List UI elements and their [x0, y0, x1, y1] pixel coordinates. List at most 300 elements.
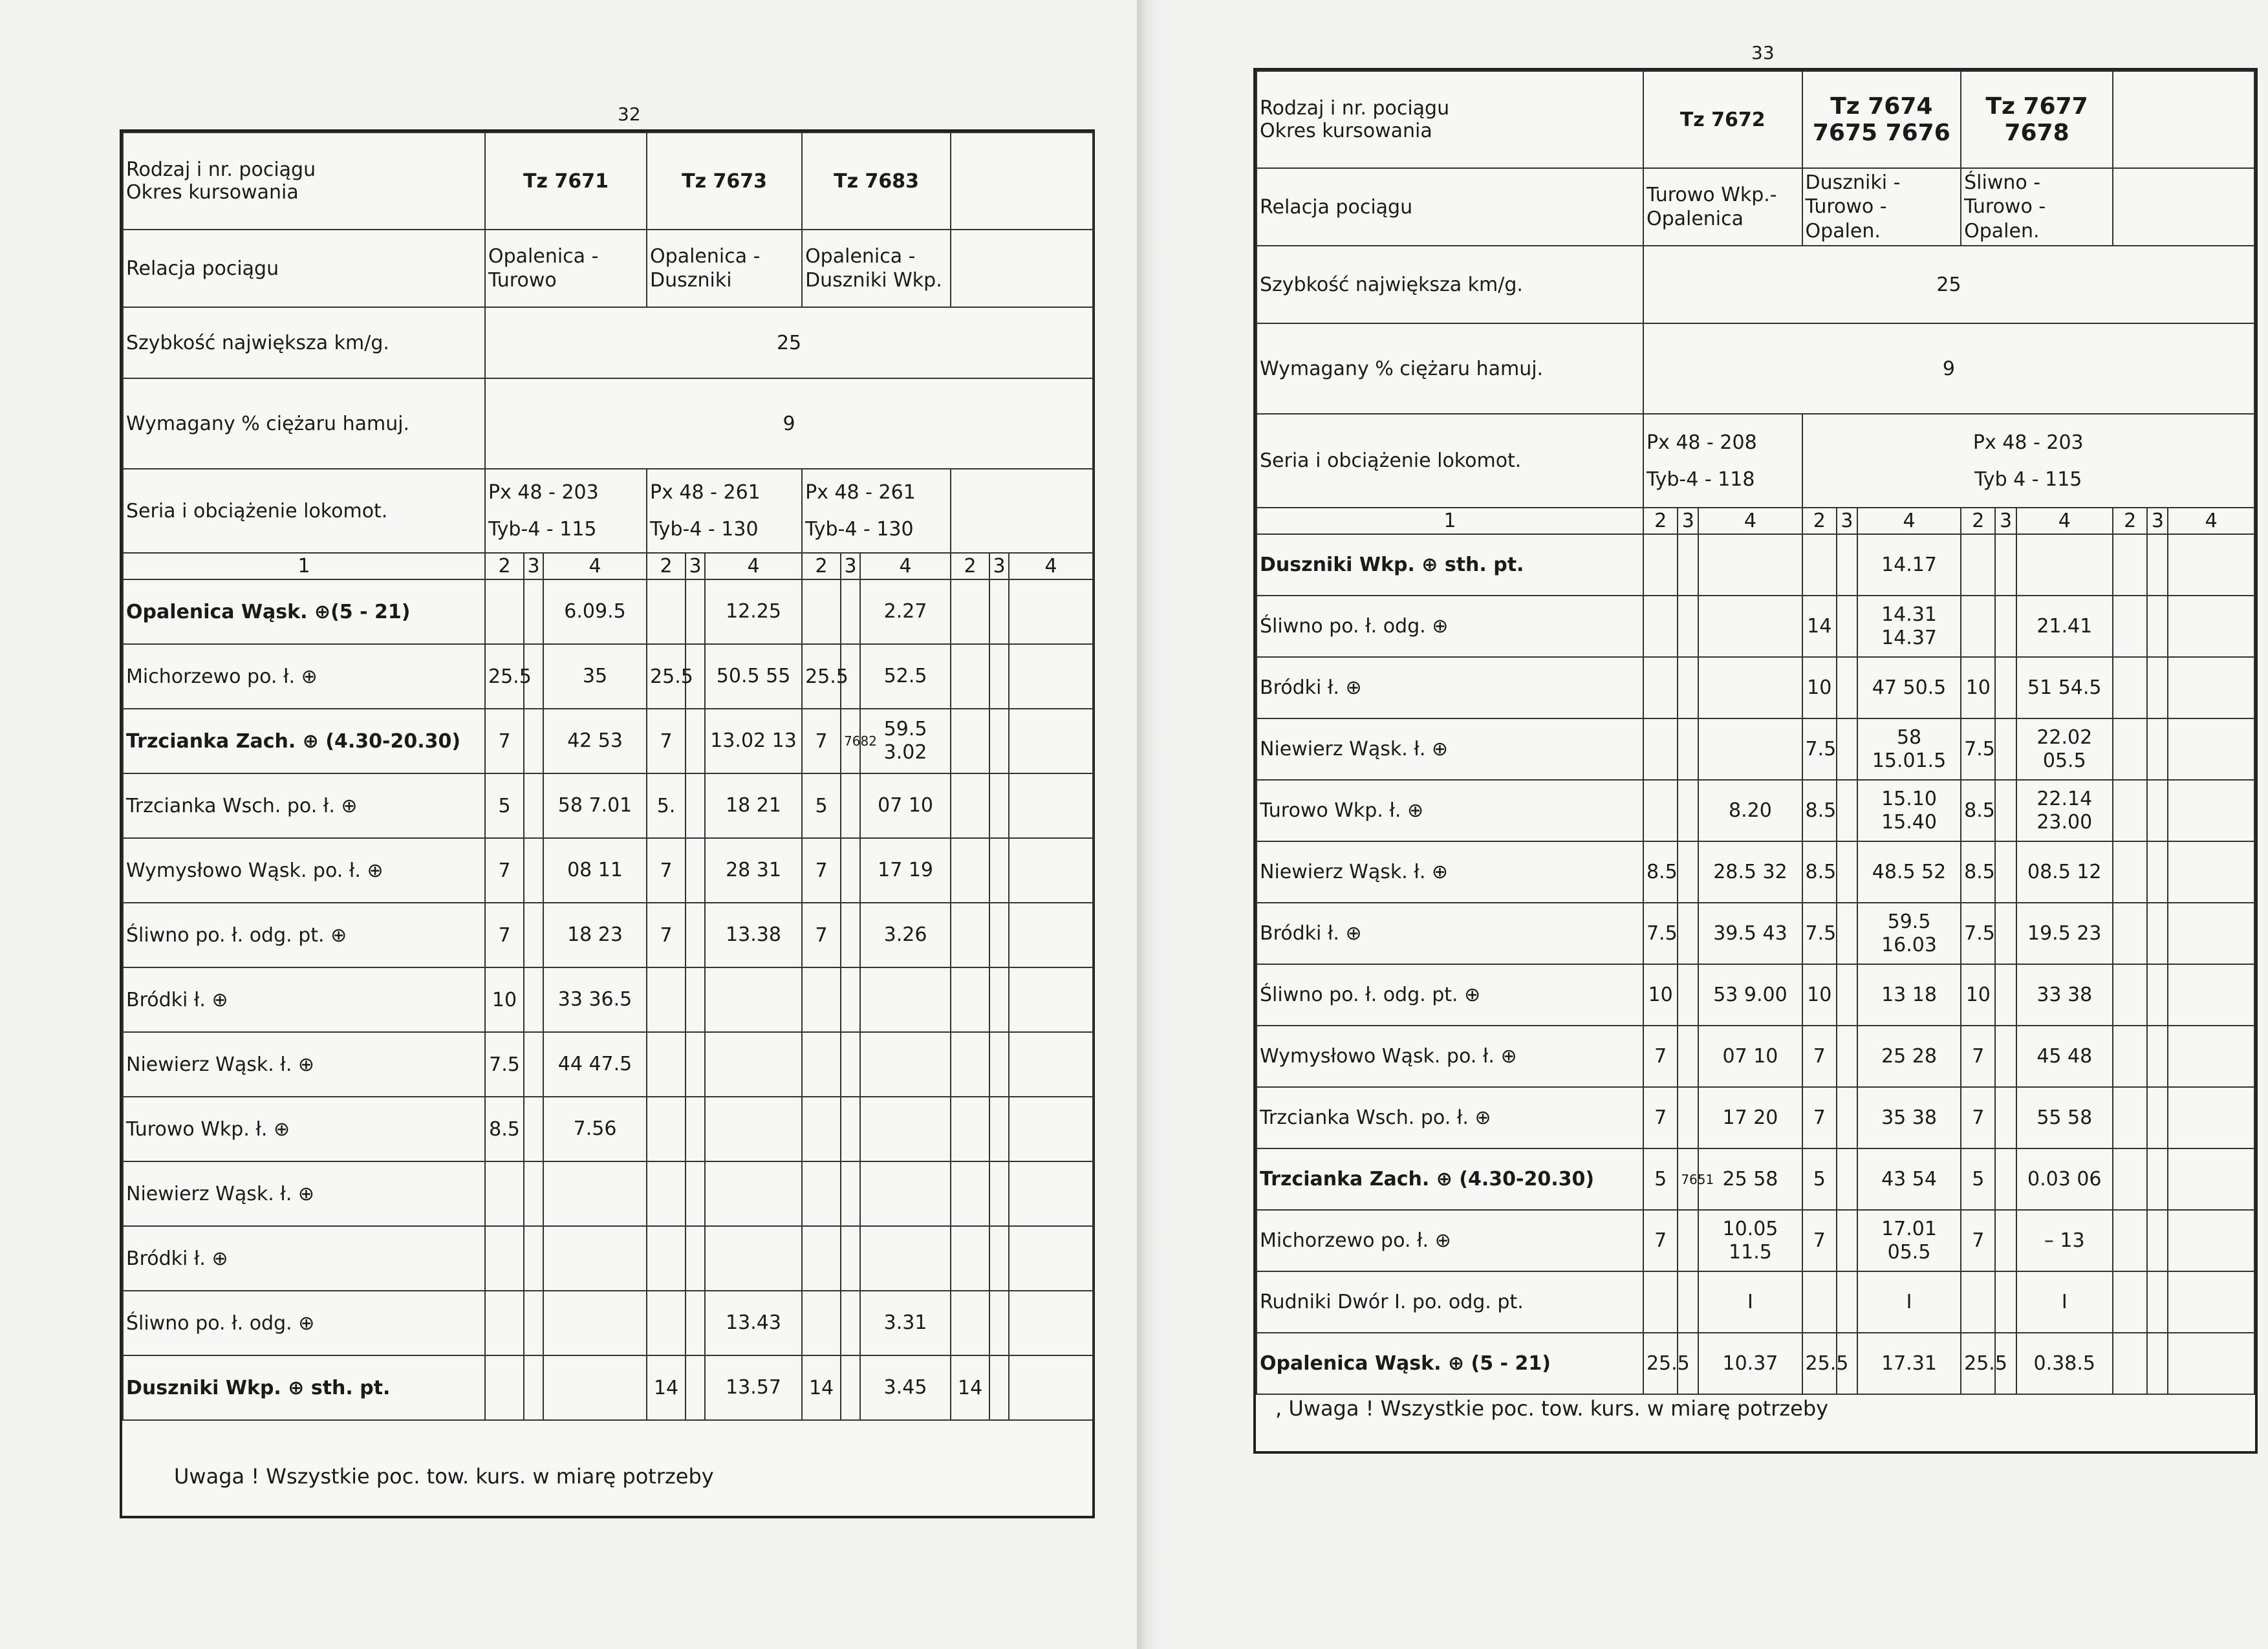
time-cell	[543, 1161, 647, 1226]
note-cell	[524, 838, 543, 903]
column-number: 4	[2168, 508, 2254, 534]
note-cell	[686, 709, 705, 773]
train-relation: Opalenica - Turowo	[485, 230, 647, 307]
run-time: 7	[1961, 1026, 1995, 1087]
time-cell	[705, 1032, 802, 1097]
run-time	[1802, 534, 1837, 596]
time-cell	[705, 1226, 802, 1291]
run-time	[802, 967, 841, 1032]
station-row	[1257, 534, 2254, 596]
column-number: 4	[1009, 553, 1093, 579]
time-cell: 13.38	[705, 903, 802, 967]
station-row	[1257, 841, 2254, 903]
station-row	[123, 644, 1093, 709]
note-cell	[1995, 657, 2016, 718]
run-time	[2113, 1087, 2147, 1148]
train-number: Tz 7674 7675 7676	[1802, 71, 1961, 168]
note-cell	[1837, 964, 1857, 1026]
note-cell	[686, 1291, 705, 1355]
time-cell	[860, 1226, 951, 1291]
note-cell	[686, 903, 705, 967]
station-row	[1257, 780, 2254, 841]
note-cell	[1837, 780, 1857, 841]
column-number: 1	[123, 553, 485, 579]
note-cell	[989, 1355, 1009, 1420]
column-number: 2	[2113, 508, 2147, 534]
train-relation: Opalenica - Duszniki Wkp.	[802, 230, 951, 307]
note-cell	[686, 1097, 705, 1161]
column-number: 2	[1961, 508, 1995, 534]
run-time	[2113, 841, 2147, 903]
time-cell: 13.43	[705, 1291, 802, 1355]
time-cell	[2168, 718, 2254, 780]
note-cell	[1837, 903, 1857, 964]
time-cell: 22.14 23.00	[2016, 780, 2113, 841]
note-cell	[1995, 1148, 2016, 1210]
column-number: 3	[1837, 508, 1857, 534]
note-cell	[989, 1291, 1009, 1355]
time-cell: 14.31 14.37	[1857, 596, 1961, 657]
time-cell: 17.01 05.5	[1857, 1210, 1961, 1271]
brake-value: 9	[1643, 323, 2254, 414]
column-number: 3	[686, 553, 705, 579]
column-number: 1	[1257, 508, 1643, 534]
station-row	[1257, 596, 2254, 657]
column-number: 4	[1698, 508, 1802, 534]
column-number: 3	[841, 553, 860, 579]
run-time: 5	[1643, 1148, 1678, 1210]
time-cell	[2168, 964, 2254, 1026]
time-cell	[1698, 534, 1802, 596]
header-label-train: Rodzaj i nr. pociągu Okres kursowania	[1257, 71, 1643, 168]
run-time: 7	[1802, 1026, 1837, 1087]
note-cell	[2147, 964, 2168, 1026]
note-cell	[1837, 718, 1857, 780]
run-time	[951, 773, 989, 838]
note-cell	[989, 1226, 1009, 1291]
column-number: 2	[1643, 508, 1678, 534]
run-time	[1643, 1271, 1678, 1333]
run-time	[485, 1291, 524, 1355]
time-cell: 48.5 52	[1857, 841, 1961, 903]
station-name: Opalenica Wąsk. ⊕(5 - 21)	[123, 579, 485, 644]
run-time	[2113, 780, 2147, 841]
note-cell	[841, 967, 860, 1032]
run-time	[1961, 596, 1995, 657]
run-time: 7	[1643, 1026, 1678, 1087]
note-cell	[1995, 841, 2016, 903]
header-label-relation: Relacja pociągu	[1257, 168, 1643, 246]
speed-value: 25	[485, 307, 1093, 378]
run-time	[802, 1097, 841, 1161]
run-time: 14	[647, 1355, 686, 1420]
time-cell: 58 7.01	[543, 773, 647, 838]
run-time: 25.5	[802, 644, 841, 709]
time-cell	[1009, 838, 1093, 903]
time-cell	[2168, 1333, 2254, 1394]
run-time: 8.5	[1643, 841, 1678, 903]
time-cell: 8.20	[1698, 780, 1802, 841]
station-row	[123, 1226, 1093, 1291]
note-cell	[1837, 534, 1857, 596]
time-cell: 10.05 11.5	[1698, 1210, 1802, 1271]
run-time	[647, 1161, 686, 1226]
station-name: Niewierz Wąsk. ł. ⊕	[123, 1032, 485, 1097]
run-time	[1643, 718, 1678, 780]
run-time	[951, 1226, 989, 1291]
time-cell	[1009, 1032, 1093, 1097]
run-time: 10	[1802, 657, 1837, 718]
run-time: 7	[485, 709, 524, 773]
note-cell	[1995, 534, 2016, 596]
run-time	[2113, 903, 2147, 964]
run-time	[951, 709, 989, 773]
note-cell	[686, 1226, 705, 1291]
time-cell	[860, 967, 951, 1032]
run-time: 5	[1802, 1148, 1837, 1210]
column-number: 4	[1857, 508, 1961, 534]
run-time	[951, 967, 989, 1032]
note-cell	[989, 644, 1009, 709]
note-cell	[1837, 1271, 1857, 1333]
right-page	[1163, 0, 2268, 1649]
run-time	[1643, 596, 1678, 657]
note-cell	[989, 838, 1009, 903]
station-name: Bródki ł. ⊕	[1257, 903, 1643, 964]
note-cell	[524, 773, 543, 838]
time-cell: 3.31	[860, 1291, 951, 1355]
time-cell	[2168, 903, 2254, 964]
time-cell: 50.5 55	[705, 644, 802, 709]
run-time	[802, 1226, 841, 1291]
station-row	[1257, 718, 2254, 780]
column-number: 3	[989, 553, 1009, 579]
time-cell	[705, 1161, 802, 1226]
time-cell	[543, 1226, 647, 1291]
time-cell	[1009, 773, 1093, 838]
time-cell: 08 11	[543, 838, 647, 903]
run-time: 7	[1643, 1210, 1678, 1271]
run-time: 8.5	[1961, 841, 1995, 903]
run-time: 7	[802, 838, 841, 903]
timetable-sheet	[120, 129, 1095, 1518]
station-row	[1257, 657, 2254, 718]
time-cell: 52.5	[860, 644, 951, 709]
run-time	[2113, 1271, 2147, 1333]
time-cell	[705, 1097, 802, 1161]
column-number: 3	[1995, 508, 2016, 534]
note-cell	[2147, 657, 2168, 718]
station-row	[123, 1355, 1093, 1420]
note-cell	[2147, 1333, 2168, 1394]
run-time: 5.	[647, 773, 686, 838]
run-time: 25.5	[1802, 1333, 1837, 1394]
time-cell: 47 50.5	[1857, 657, 1961, 718]
station-name: Opalenica Wąsk. ⊕ (5 - 21)	[1257, 1333, 1643, 1394]
run-time	[485, 1226, 524, 1291]
note-cell	[686, 1161, 705, 1226]
time-cell	[1009, 644, 1093, 709]
note-cell	[841, 1161, 860, 1226]
time-cell: 3.26	[860, 903, 951, 967]
run-time	[802, 1161, 841, 1226]
run-time: 8.5	[1961, 780, 1995, 841]
note-cell	[841, 1226, 860, 1291]
note-cell	[1995, 1087, 2016, 1148]
time-cell: 55 58	[2016, 1087, 2113, 1148]
note-cell	[2147, 1271, 2168, 1333]
station-row	[1257, 903, 2254, 964]
note-cell	[989, 967, 1009, 1032]
station-name: Bródki ł. ⊕	[1257, 657, 1643, 718]
time-cell	[2168, 596, 2254, 657]
note-cell	[1678, 1271, 1698, 1333]
loco-info: Px 48 - 203 Tyb-4 - 115	[485, 469, 647, 553]
time-cell: 13.02 13	[705, 709, 802, 773]
run-time	[951, 838, 989, 903]
run-time	[2113, 596, 2147, 657]
station-name: Śliwno po. ł. odg. pt. ⊕	[1257, 964, 1643, 1026]
time-cell: 18 21	[705, 773, 802, 838]
station-name: Duszniki Wkp. ⊕ sth. pt.	[123, 1355, 485, 1420]
time-cell: 2.27	[860, 579, 951, 644]
time-cell	[2168, 1271, 2254, 1333]
time-cell: 21.41	[2016, 596, 2113, 657]
train-relation: Duszniki - Turowo - Opalen.	[1802, 168, 1961, 246]
time-cell	[543, 1291, 647, 1355]
note-cell	[1995, 903, 2016, 964]
station-row	[123, 1097, 1093, 1161]
run-time	[647, 1226, 686, 1291]
station-row	[123, 1291, 1093, 1355]
empty-cell	[2113, 71, 2254, 168]
note-cell	[989, 1032, 1009, 1097]
run-time: 25.5	[485, 644, 524, 709]
run-time	[2113, 1026, 2147, 1087]
loco-info: Px 48 - 261 Tyb-4 - 130	[647, 469, 802, 553]
note-cell	[841, 838, 860, 903]
note-cell	[989, 579, 1009, 644]
note-cell	[989, 903, 1009, 967]
run-time	[2113, 1333, 2147, 1394]
column-number: 3	[2147, 508, 2168, 534]
timetable	[1256, 70, 2255, 1395]
station-row	[1257, 1148, 2254, 1210]
note-cell	[1678, 534, 1698, 596]
train-relation: Śliwno - Turowo - Opalen.	[1961, 168, 2113, 246]
note-cell	[524, 579, 543, 644]
time-cell: 25 58	[1698, 1148, 1802, 1210]
note-cell	[1837, 596, 1857, 657]
note-cell	[686, 1355, 705, 1420]
station-name: Trzcianka Wsch. po. ł. ⊕	[1257, 1087, 1643, 1148]
time-cell: 17.31	[1857, 1333, 1961, 1394]
train-number: Tz 7683	[802, 133, 951, 230]
train-number: Tz 7673	[647, 133, 802, 230]
time-cell: I	[2016, 1271, 2113, 1333]
note-cell	[841, 773, 860, 838]
time-cell	[2168, 1148, 2254, 1210]
empty-cell	[951, 133, 1093, 230]
time-cell: 14.17	[1857, 534, 1961, 596]
train-number: Tz 7672	[1643, 71, 1802, 168]
time-cell	[2016, 534, 2113, 596]
note-cell	[1678, 718, 1698, 780]
run-time	[647, 579, 686, 644]
note-cell	[524, 1226, 543, 1291]
note-cell	[2147, 1148, 2168, 1210]
run-time: 7.5	[1961, 903, 1995, 964]
note-cell	[1837, 1148, 1857, 1210]
time-cell: 10.37	[1698, 1333, 1802, 1394]
column-number: 2	[951, 553, 989, 579]
note-cell	[1678, 903, 1698, 964]
time-cell: 25 28	[1857, 1026, 1961, 1087]
run-time: 7	[485, 838, 524, 903]
run-time: 25.5	[1961, 1333, 1995, 1394]
brake-value: 9	[485, 378, 1093, 469]
run-time	[2113, 1148, 2147, 1210]
run-time: 8.5	[485, 1097, 524, 1161]
time-cell	[1698, 657, 1802, 718]
run-time: 10	[1961, 657, 1995, 718]
note-cell	[1678, 1026, 1698, 1087]
time-cell	[1698, 718, 1802, 780]
run-time: 5	[1961, 1148, 1995, 1210]
note-cell	[2147, 1087, 2168, 1148]
station-name: Wymysłowo Wąsk. po. ł. ⊕	[123, 838, 485, 903]
time-cell	[1009, 903, 1093, 967]
time-cell: I	[1698, 1271, 1802, 1333]
column-number: 2	[485, 553, 524, 579]
time-cell: 18 23	[543, 903, 647, 967]
time-cell: 51 54.5	[2016, 657, 2113, 718]
station-row	[123, 1161, 1093, 1226]
run-time: 7.5	[485, 1032, 524, 1097]
station-name: Niewierz Wąsk. ł. ⊕	[1257, 841, 1643, 903]
run-time	[951, 579, 989, 644]
station-row	[1257, 1271, 2254, 1333]
run-time	[647, 967, 686, 1032]
station-name: Michorzewo po. ł. ⊕	[1257, 1210, 1643, 1271]
run-time: 7	[485, 903, 524, 967]
note-cell	[1837, 1026, 1857, 1087]
time-cell: 28.5 32	[1698, 841, 1802, 903]
note-cell	[1678, 780, 1698, 841]
run-time	[485, 1355, 524, 1420]
note-cell	[524, 709, 543, 773]
station-name: Trzcianka Zach. ⊕ (4.30-20.30)	[1257, 1148, 1643, 1210]
run-time: 10	[1961, 964, 1995, 1026]
run-time: 7	[1961, 1087, 1995, 1148]
run-time: 7	[1802, 1210, 1837, 1271]
run-time: 7.5	[1802, 903, 1837, 964]
run-time	[951, 1291, 989, 1355]
time-cell: 7.56	[543, 1097, 647, 1161]
run-time: 7	[1643, 1087, 1678, 1148]
run-time: 7.5	[1961, 718, 1995, 780]
column-number: 2	[802, 553, 841, 579]
station-row	[123, 1032, 1093, 1097]
note-cell	[1837, 1210, 1857, 1271]
header-label-speed: Szybkość największa km/g.	[123, 307, 485, 378]
note-cell	[841, 1291, 860, 1355]
note-cell	[2147, 903, 2168, 964]
header-label-brake: Wymagany % ciężaru hamuj.	[1257, 323, 1643, 414]
run-time	[2113, 718, 2147, 780]
time-cell	[860, 1097, 951, 1161]
note-cell	[524, 1291, 543, 1355]
station-row	[1257, 1210, 2254, 1271]
time-cell	[2168, 534, 2254, 596]
run-time	[2113, 534, 2147, 596]
time-cell: 17 20	[1698, 1087, 1802, 1148]
time-cell: – 13	[2016, 1210, 2113, 1271]
note-cell	[1995, 718, 2016, 780]
footnote: Uwaga ! Wszystkie poc. tow. kurs. w miarę potrzeby	[174, 1464, 714, 1489]
note-cell	[2147, 1026, 2168, 1087]
station-name: Trzcianka Zach. ⊕ (4.30-20.30)	[123, 709, 485, 773]
timetable-sheet	[1253, 68, 2258, 1454]
time-cell	[543, 1355, 647, 1420]
note-cell	[2147, 718, 2168, 780]
run-time: 10	[1802, 964, 1837, 1026]
header-label-train: Rodzaj i nr. pociągu Okres kursowania	[123, 133, 485, 230]
time-cell	[1009, 1291, 1093, 1355]
run-time	[2113, 657, 2147, 718]
note-cell	[686, 967, 705, 1032]
station-row	[123, 903, 1093, 967]
run-time: 14	[951, 1355, 989, 1420]
note-cell	[841, 1032, 860, 1097]
note-cell	[1678, 657, 1698, 718]
station-name: Śliwno po. ł. odg. ⊕	[1257, 596, 1643, 657]
note-cell	[1678, 1087, 1698, 1148]
time-cell: 07 10	[860, 773, 951, 838]
timetable	[122, 132, 1094, 1421]
station-name: Śliwno po. ł. odg. ⊕	[123, 1291, 485, 1355]
station-name: Michorzewo po. ł. ⊕	[123, 644, 485, 709]
time-cell	[1009, 709, 1093, 773]
run-time: 10	[485, 967, 524, 1032]
station-row	[123, 579, 1093, 644]
time-cell: 13.57	[705, 1355, 802, 1420]
note-cell	[686, 579, 705, 644]
run-time	[802, 579, 841, 644]
note-cell	[1678, 596, 1698, 657]
time-cell: 13 18	[1857, 964, 1961, 1026]
run-time	[1802, 1271, 1837, 1333]
station-name: Rudniki Dwór I. po. odg. pt.	[1257, 1271, 1643, 1333]
time-cell: 35 38	[1857, 1087, 1961, 1148]
note-cell	[686, 838, 705, 903]
station-row	[1257, 1333, 2254, 1394]
time-cell: 3.45	[860, 1355, 951, 1420]
run-time: 7	[1961, 1210, 1995, 1271]
loco-info: Px 48 - 261 Tyb-4 - 130	[802, 469, 951, 553]
column-number: 2	[647, 553, 686, 579]
note-cell	[524, 1032, 543, 1097]
time-cell	[860, 1032, 951, 1097]
station-row	[123, 773, 1093, 838]
time-cell: 08.5 12	[2016, 841, 2113, 903]
note-cell	[841, 1355, 860, 1420]
time-cell	[2168, 657, 2254, 718]
run-time	[1643, 534, 1678, 596]
column-number: 4	[860, 553, 951, 579]
station-name: Bródki ł. ⊕	[123, 1226, 485, 1291]
station-name: Wymysłowo Wąsk. po. ł. ⊕	[1257, 1026, 1643, 1087]
